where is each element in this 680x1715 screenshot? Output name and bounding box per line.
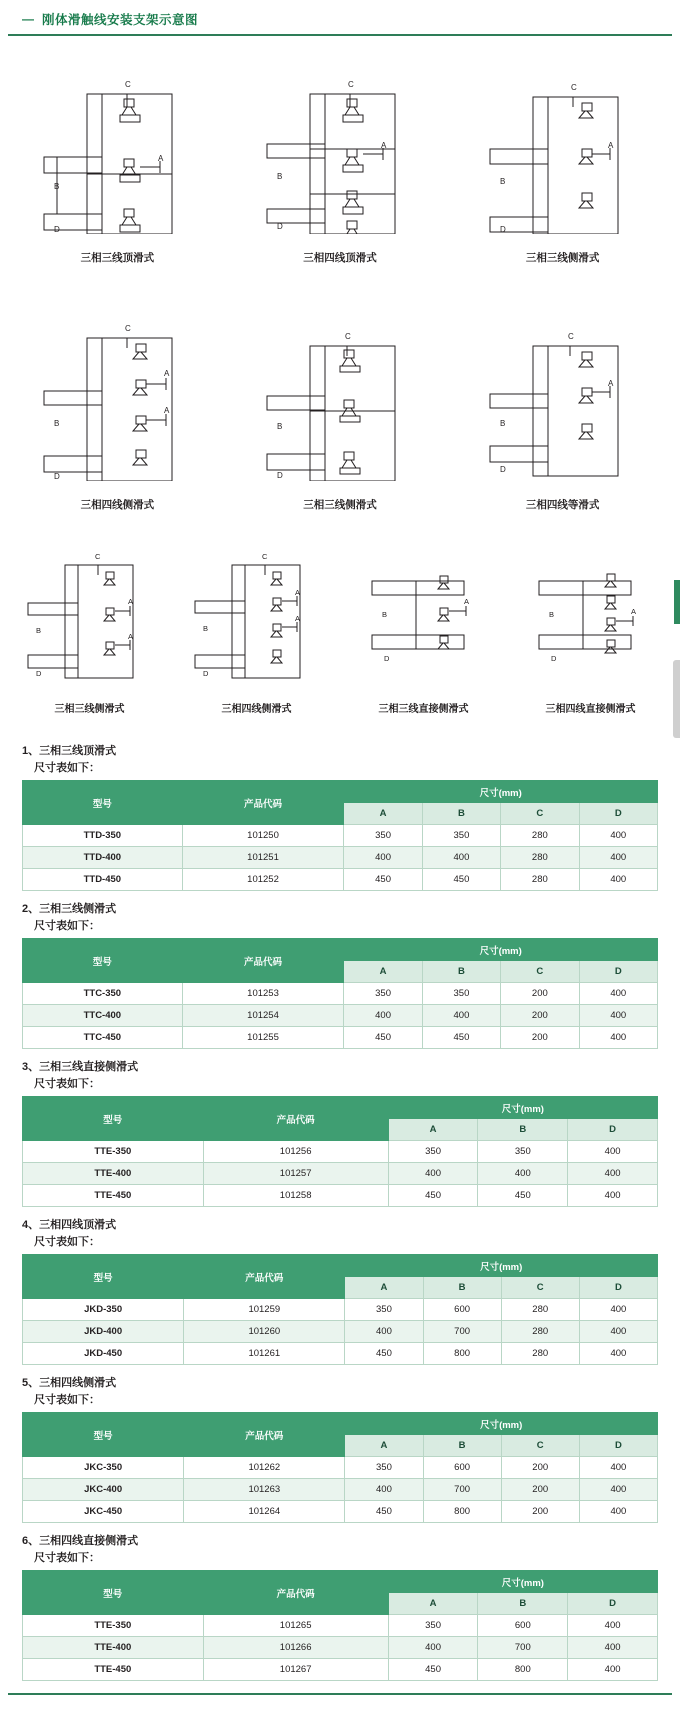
svg-text:B: B (548, 609, 554, 619)
cell-model: TTE-400 (23, 1637, 204, 1659)
th-dim: 尺寸(mm) (388, 1097, 657, 1119)
svg-text:C: C (567, 331, 574, 341)
svg-text:D: D (54, 224, 61, 234)
figure-diagram-top4 (255, 46, 425, 236)
figure-diagram-top3 (32, 46, 202, 236)
cell-code: 101263 (184, 1479, 345, 1501)
dimension-table-3 (22, 1096, 658, 1207)
svg-text:B: B (276, 421, 283, 431)
svg-text:B: B (276, 171, 283, 181)
cell-d: 400 (579, 825, 657, 847)
svg-text:A: A (158, 153, 164, 163)
cell-code: 101251 (182, 847, 344, 869)
dimension-table-5 (22, 1412, 658, 1523)
th-col-c: C (501, 1435, 579, 1457)
figure-caption: 三相三线侧滑式 (303, 499, 377, 511)
cell-b: 400 (478, 1163, 568, 1185)
cell-code: 101257 (203, 1163, 388, 1185)
cell-a: 400 (345, 1321, 423, 1343)
svg-text:B: B (35, 625, 41, 635)
cell-model: TTD-400 (23, 847, 183, 869)
th-col-d: D (579, 803, 657, 825)
figure-cell (6, 46, 229, 283)
cell-b: 700 (423, 1479, 501, 1501)
cell-c: 280 (501, 1299, 579, 1321)
cell-b: 600 (423, 1457, 501, 1479)
cell-d: 400 (568, 1659, 658, 1681)
th-col-c: C (501, 803, 579, 825)
section-3 (22, 1059, 658, 1207)
section-1-line1: 三相三线顶滑式 (39, 745, 117, 757)
th-model: 型号 (23, 939, 183, 983)
cell-d: 400 (579, 847, 657, 869)
section-6-index: 6、 (22, 1535, 40, 1547)
th-col-b: B (422, 803, 500, 825)
th-code: 产品代码 (184, 1413, 345, 1457)
svg-text:D: D (550, 653, 556, 663)
figure-cell (229, 293, 452, 530)
figure-cell (229, 46, 452, 283)
cell-d: 400 (579, 1005, 657, 1027)
cell-model: JKC-400 (23, 1479, 184, 1501)
section-2-title (22, 901, 658, 934)
section-6-line1: 三相四线直接侧滑式 (39, 1535, 139, 1547)
svg-text:A: A (607, 378, 613, 388)
cell-d: 400 (568, 1163, 658, 1185)
th-model: 型号 (23, 1413, 184, 1457)
figure-diagram-side3 (478, 46, 648, 236)
section-4-line1: 三相四线顶滑式 (39, 1219, 117, 1231)
section-4 (22, 1217, 658, 1365)
cell-d: 400 (568, 1141, 658, 1163)
cell-d: 400 (568, 1637, 658, 1659)
cell-model: JKC-350 (23, 1457, 184, 1479)
dimension-table-1 (22, 780, 658, 891)
cell-a: 450 (388, 1185, 478, 1207)
figure-caption: 三相四线侧滑式 (221, 704, 292, 715)
section-2-line2: 尺寸表如下： (34, 919, 100, 932)
cell-a: 350 (388, 1141, 478, 1163)
section-1-line2: 尺寸表如下： (34, 761, 100, 774)
svg-text:B: B (54, 418, 60, 428)
cell-code: 101258 (203, 1185, 388, 1207)
section-1-title (22, 743, 658, 776)
cell-c: 200 (501, 983, 579, 1005)
svg-text:B: B (499, 176, 505, 186)
cell-a: 350 (345, 1457, 423, 1479)
section-6-title (22, 1533, 658, 1566)
th-col-a: A (345, 1435, 423, 1457)
cell-code: 101265 (203, 1615, 388, 1637)
th-model: 型号 (23, 1571, 204, 1615)
cell-b: 350 (478, 1141, 568, 1163)
cell-a: 350 (344, 825, 422, 847)
cell-c: 280 (501, 869, 579, 891)
cell-b: 700 (423, 1321, 501, 1343)
th-dim: 尺寸(mm) (388, 1571, 657, 1593)
cell-a: 450 (345, 1501, 423, 1523)
section-1-index: 1、 (22, 745, 40, 757)
svg-text:B: B (54, 181, 60, 191)
figure-diagram-s3 (20, 540, 160, 690)
th-model: 型号 (23, 781, 183, 825)
table-row (23, 1299, 658, 1321)
figure-caption: 三相四线直接侧滑式 (545, 704, 636, 715)
svg-text:A: A (127, 631, 133, 641)
cell-code: 101260 (184, 1321, 345, 1343)
th-col-d: D (568, 1119, 658, 1141)
svg-text:A: A (294, 613, 300, 623)
cell-model: JKD-450 (23, 1343, 184, 1365)
cell-d: 400 (568, 1185, 658, 1207)
th-code: 产品代码 (182, 939, 344, 983)
svg-text:D: D (54, 471, 61, 481)
svg-text:C: C (125, 79, 132, 89)
section-2-line1: 三相三线侧滑式 (39, 903, 117, 915)
cell-c: 200 (501, 1479, 579, 1501)
section-3-line1: 三相三线直接侧滑式 (39, 1061, 139, 1073)
th-dim: 尺寸(mm) (344, 781, 658, 803)
cell-model: TTE-450 (23, 1659, 204, 1681)
cell-d: 400 (579, 869, 657, 891)
cell-b: 700 (478, 1637, 568, 1659)
table-row (23, 1005, 658, 1027)
section-1 (22, 743, 658, 891)
cell-a: 400 (344, 847, 422, 869)
cell-d: 400 (579, 1321, 657, 1343)
section-2-index: 2、 (22, 903, 40, 915)
th-col-a: A (344, 803, 422, 825)
cell-a: 400 (388, 1637, 478, 1659)
section-4-index: 4、 (22, 1219, 40, 1231)
th-model: 型号 (23, 1097, 204, 1141)
page-edge-scroll-artifact (673, 660, 680, 738)
cell-a: 400 (344, 1005, 422, 1027)
cell-code: 101261 (184, 1343, 345, 1365)
table-row (23, 1141, 658, 1163)
figure-diagram-s4 (187, 540, 327, 690)
cell-model: TTC-350 (23, 983, 183, 1005)
section-4-line2: 尺寸表如下： (34, 1235, 100, 1248)
cell-model: TTE-350 (23, 1615, 204, 1637)
figure-diagram-side4 (32, 293, 202, 483)
section-3-title (22, 1059, 658, 1092)
cell-code: 101255 (182, 1027, 344, 1049)
section-5-line2: 尺寸表如下： (34, 1393, 100, 1406)
svg-text:A: A (164, 405, 170, 415)
figure-row-3 (0, 530, 680, 733)
th-model: 型号 (23, 1255, 184, 1299)
th-col-a: A (388, 1119, 478, 1141)
section-5-title (22, 1375, 658, 1408)
table-row (23, 1343, 658, 1365)
cell-c: 200 (501, 1457, 579, 1479)
table-row (23, 1185, 658, 1207)
cell-code: 101250 (182, 825, 344, 847)
th-col-d: D (579, 1435, 657, 1457)
svg-text:B: B (381, 609, 387, 619)
svg-text:D: D (35, 668, 41, 678)
svg-text:A: A (630, 606, 636, 616)
cell-c: 280 (501, 1321, 579, 1343)
th-col-a: A (388, 1593, 478, 1615)
cell-c: 280 (501, 847, 579, 869)
table-row (23, 847, 658, 869)
cell-b: 800 (478, 1659, 568, 1681)
svg-text:A: A (294, 587, 300, 597)
figure-cell (340, 540, 507, 733)
section-6-line2: 尺寸表如下： (34, 1551, 100, 1564)
cell-code: 101267 (203, 1659, 388, 1681)
cell-d: 400 (579, 1479, 657, 1501)
section-5-line1: 三相四线侧滑式 (39, 1377, 117, 1389)
svg-text:A: A (463, 596, 469, 606)
figure-diagram-d3 (354, 540, 494, 690)
figure-cell (451, 293, 674, 530)
th-col-d: D (568, 1593, 658, 1615)
svg-text:C: C (347, 79, 354, 89)
cell-model: JKC-450 (23, 1501, 184, 1523)
cell-a: 350 (388, 1615, 478, 1637)
cell-d: 400 (568, 1615, 658, 1637)
section-5-index: 5、 (22, 1377, 40, 1389)
th-col-b: B (478, 1119, 568, 1141)
cell-a: 350 (344, 983, 422, 1005)
table-row (23, 1637, 658, 1659)
svg-text:D: D (276, 470, 283, 480)
cell-b: 450 (422, 1027, 500, 1049)
cell-d: 400 (579, 1027, 657, 1049)
th-col-b: B (423, 1277, 501, 1299)
th-dim: 尺寸(mm) (345, 1255, 658, 1277)
figure-diagram-d4 (521, 540, 661, 690)
cell-a: 450 (344, 869, 422, 891)
dimension-table-2 (22, 938, 658, 1049)
cell-model: JKD-350 (23, 1299, 184, 1321)
cell-c: 200 (501, 1501, 579, 1523)
svg-text:D: D (383, 653, 389, 663)
section-3-index: 3、 (22, 1061, 40, 1073)
cell-model: TTE-400 (23, 1163, 204, 1185)
svg-text:A: A (164, 368, 170, 378)
sections (0, 743, 680, 1681)
svg-text:C: C (125, 323, 132, 333)
cell-code: 101252 (182, 869, 344, 891)
table-row (23, 1615, 658, 1637)
page-edge-accent (674, 580, 680, 624)
svg-text:C: C (94, 551, 100, 561)
th-dim: 尺寸(mm) (345, 1413, 658, 1435)
cell-a: 450 (344, 1027, 422, 1049)
figure-caption: 三相四线顶滑式 (303, 252, 377, 264)
table-row (23, 1479, 658, 1501)
figure-caption: 三相四线侧滑式 (80, 499, 155, 511)
figure-caption: 三相三线直接侧滑式 (378, 704, 469, 715)
cell-b: 600 (478, 1615, 568, 1637)
cell-b: 800 (423, 1501, 501, 1523)
cell-b: 400 (422, 1005, 500, 1027)
page-title (8, 0, 672, 36)
svg-text:A: A (380, 140, 387, 150)
cell-code: 101253 (182, 983, 344, 1005)
cell-a: 400 (388, 1163, 478, 1185)
figure-caption: 三相三线侧滑式 (525, 252, 600, 264)
th-dim: 尺寸(mm) (344, 939, 658, 961)
svg-text:B: B (202, 623, 208, 633)
th-col-a: A (344, 961, 422, 983)
figure-caption: 三相三线顶滑式 (80, 252, 155, 264)
section-3-line2: 尺寸表如下： (34, 1077, 100, 1090)
cell-a: 400 (345, 1479, 423, 1501)
svg-text:D: D (276, 221, 283, 231)
cell-a: 450 (388, 1659, 478, 1681)
section-6 (22, 1533, 658, 1681)
svg-text:D: D (499, 464, 506, 474)
cell-model: TTE-450 (23, 1185, 204, 1207)
cell-code: 101256 (203, 1141, 388, 1163)
th-code: 产品代码 (184, 1255, 345, 1299)
cell-d: 400 (579, 1501, 657, 1523)
cell-code: 101266 (203, 1637, 388, 1659)
svg-text:A: A (607, 140, 613, 150)
section-4-title (22, 1217, 658, 1250)
cell-model: TTC-450 (23, 1027, 183, 1049)
table-row (23, 1501, 658, 1523)
cell-b: 800 (423, 1343, 501, 1365)
svg-text:C: C (261, 551, 267, 561)
page-title-text: 刚体滑触线安装支架示意图 (42, 13, 199, 27)
cell-code: 101264 (184, 1501, 345, 1523)
figure-cell (6, 540, 173, 733)
cell-model: TTD-450 (23, 869, 183, 891)
bottom-rule (8, 1693, 672, 1695)
cell-b: 400 (422, 847, 500, 869)
cell-model: JKD-400 (23, 1321, 184, 1343)
figure-cell (6, 293, 229, 530)
cell-c: 200 (501, 1005, 579, 1027)
th-col-d: D (579, 961, 657, 983)
svg-text:D: D (202, 668, 208, 678)
cell-b: 350 (422, 983, 500, 1005)
section-5 (22, 1375, 658, 1523)
cell-code: 101254 (182, 1005, 344, 1027)
th-col-b: B (422, 961, 500, 983)
cell-model: TTD-350 (23, 825, 183, 847)
dimension-table-6 (22, 1570, 658, 1681)
cell-model: TTC-400 (23, 1005, 183, 1027)
cell-c: 200 (501, 1027, 579, 1049)
th-col-d: D (579, 1277, 657, 1299)
th-code: 产品代码 (203, 1571, 388, 1615)
svg-text:A: A (127, 596, 133, 606)
figure-cell (507, 540, 674, 733)
figure-diagram-side3b (255, 293, 425, 483)
th-col-b: B (478, 1593, 568, 1615)
cell-d: 400 (579, 983, 657, 1005)
table-row (23, 1659, 658, 1681)
figure-caption: 三相四线等滑式 (525, 499, 600, 511)
figure-row-2 (0, 283, 680, 530)
table-row (23, 825, 658, 847)
table-row (23, 1027, 658, 1049)
dimension-table-4 (22, 1254, 658, 1365)
cell-a: 350 (345, 1299, 423, 1321)
cell-b: 450 (478, 1185, 568, 1207)
cell-code: 101262 (184, 1457, 345, 1479)
cell-d: 400 (579, 1457, 657, 1479)
cell-d: 400 (579, 1299, 657, 1321)
figure-cell (451, 46, 674, 283)
th-col-a: A (345, 1277, 423, 1299)
figure-cell (173, 540, 340, 733)
cell-code: 101259 (184, 1299, 345, 1321)
cell-b: 600 (423, 1299, 501, 1321)
svg-text:B: B (499, 418, 505, 428)
table-row (23, 1457, 658, 1479)
cell-model: TTE-350 (23, 1141, 204, 1163)
table-row (23, 1321, 658, 1343)
cell-c: 280 (501, 1343, 579, 1365)
table-row (23, 983, 658, 1005)
table-row (23, 869, 658, 891)
cell-d: 400 (579, 1343, 657, 1365)
cell-c: 280 (501, 825, 579, 847)
th-col-c: C (501, 1277, 579, 1299)
th-col-c: C (501, 961, 579, 983)
title-dash-icon: — (22, 12, 34, 26)
cell-b: 350 (422, 825, 500, 847)
section-2 (22, 901, 658, 1049)
th-code: 产品代码 (203, 1097, 388, 1141)
th-code: 产品代码 (182, 781, 344, 825)
table-row (23, 1163, 658, 1185)
svg-text:C: C (344, 331, 351, 341)
svg-text:D: D (499, 224, 506, 234)
figure-row-1 (0, 36, 680, 283)
th-col-b: B (423, 1435, 501, 1457)
cell-a: 450 (345, 1343, 423, 1365)
figure-diagram-side4b (478, 293, 648, 483)
cell-b: 450 (422, 869, 500, 891)
svg-text:C: C (570, 82, 577, 92)
figure-caption: 三相三线侧滑式 (54, 704, 125, 715)
